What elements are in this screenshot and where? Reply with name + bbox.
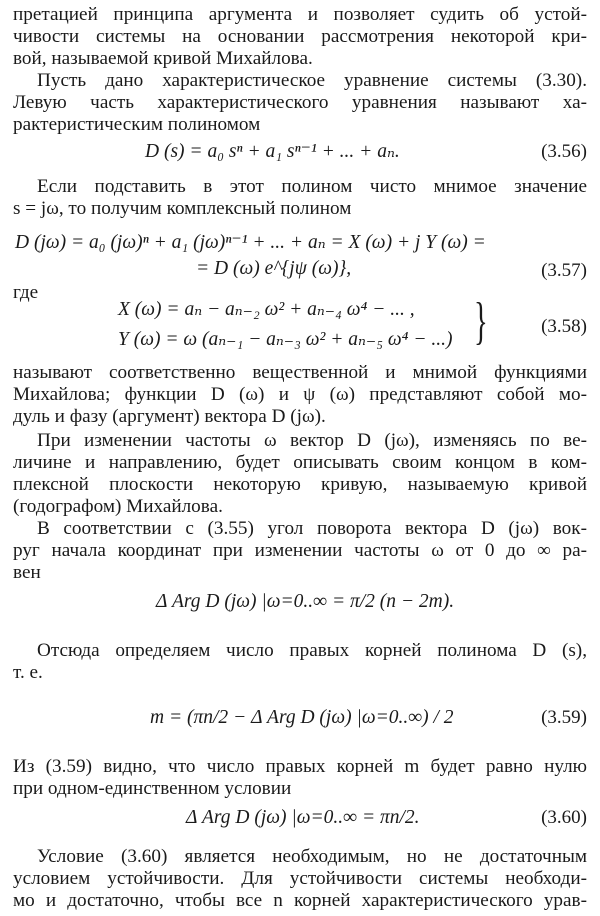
text-line: условием устойчивости. Для устойчивости системы необходи-	[13, 868, 587, 889]
equation-3-57-line1: D (jω) = a₀ (jω)ⁿ + a₁ (jω)ⁿ⁻¹ + ... + aₙ = X (ω) + j Y (ω) =	[15, 232, 486, 253]
text-line: рактеристическим полиномом	[13, 114, 261, 135]
text-line: вен	[13, 562, 41, 583]
text-line: при одном-единственном условии	[13, 778, 292, 799]
equation-3-59: m = (πn/2 − Δ Arg D (jω) |ω=0..∞) / 2	[150, 707, 454, 728]
equation-number: (3.60)	[541, 807, 587, 828]
equation-number: (3.56)	[541, 141, 587, 162]
text-line: Михайлова; функции D (ω) и ψ (ω) представляют собой мо-	[13, 384, 587, 405]
equation-3-58-line2: Y (ω) = ω (aₙ₋₁ − aₙ₋₃ ω² + aₙ₋₅ ω⁴ − ...)	[118, 329, 453, 350]
text-line: При изменении частоты ω вектор D (jω), изменяясь по ве-	[37, 430, 587, 451]
text-line: личине и направлению, будет описывать своим концом в ком-	[13, 452, 587, 473]
text-line: Условие (3.60) является необходимым, но не достаточным	[37, 846, 587, 867]
equation-3-60: Δ Arg D (jω) |ω=0..∞ = πn/2.	[186, 807, 420, 828]
text-line: Из (3.59) видно, что число правых корней m будет равно нулю	[13, 756, 587, 777]
text-line: s = jω, то получим комплексный полином	[13, 198, 352, 219]
text-line: называют соответственно вещественной и мнимой функциями	[13, 362, 587, 383]
text-line: Пусть дано характеристическое уравнение системы (3.30).	[37, 70, 587, 91]
text-line: Если подставить в этот полином чисто мнимое значение	[37, 176, 587, 197]
text-line: претацией принципа аргумента и позволяет судить об устой-	[13, 4, 587, 25]
text-line: Отсюда определяем число правых корней полинома D (s),	[37, 640, 587, 661]
right-brace: }	[474, 293, 488, 350]
equation-number: (3.57)	[541, 260, 587, 281]
text-line: т. е.	[13, 662, 43, 683]
text-line: Левую часть характеристического уравнения называют ха-	[13, 92, 587, 113]
text-line: (годографом) Михайлова.	[13, 496, 223, 517]
text-line: В соответствии с (3.55) угол поворота вектора D (jω) вок-	[37, 518, 587, 539]
equation-3-56: D (s) = a₀ sⁿ + a₁ sⁿ⁻¹ + ... + aₙ.	[145, 141, 400, 162]
text-line: дуль и фазу (аргумент) вектора D (jω).	[13, 406, 326, 427]
text-line: руг начала координат при изменении частоты ω от 0 до ∞ ра-	[13, 540, 587, 561]
equation-3-58-line1: X (ω) = aₙ − aₙ₋₂ ω² + aₙ₋₄ ω⁴ − ... ,	[118, 299, 415, 320]
equation-3-57-line2: = D (ω) e^{jψ (ω)},	[196, 258, 352, 279]
text-line: где	[13, 282, 39, 303]
equation-number: (3.59)	[541, 707, 587, 728]
text-line: вой, называемой кривой Михайлова.	[13, 48, 313, 69]
text-line: чивости системы на основании рассмотрения некоторой кри-	[13, 26, 587, 47]
text-line: плексной плоскости некоторую кривую, называемую кривой	[13, 474, 587, 495]
equation-number: (3.58)	[541, 316, 587, 337]
text-line: мо и достаточно, чтобы все n корней характеристического урав-	[13, 890, 587, 911]
equation-delta-arg: Δ Arg D (jω) |ω=0..∞ = π/2 (n − 2m).	[156, 591, 455, 612]
